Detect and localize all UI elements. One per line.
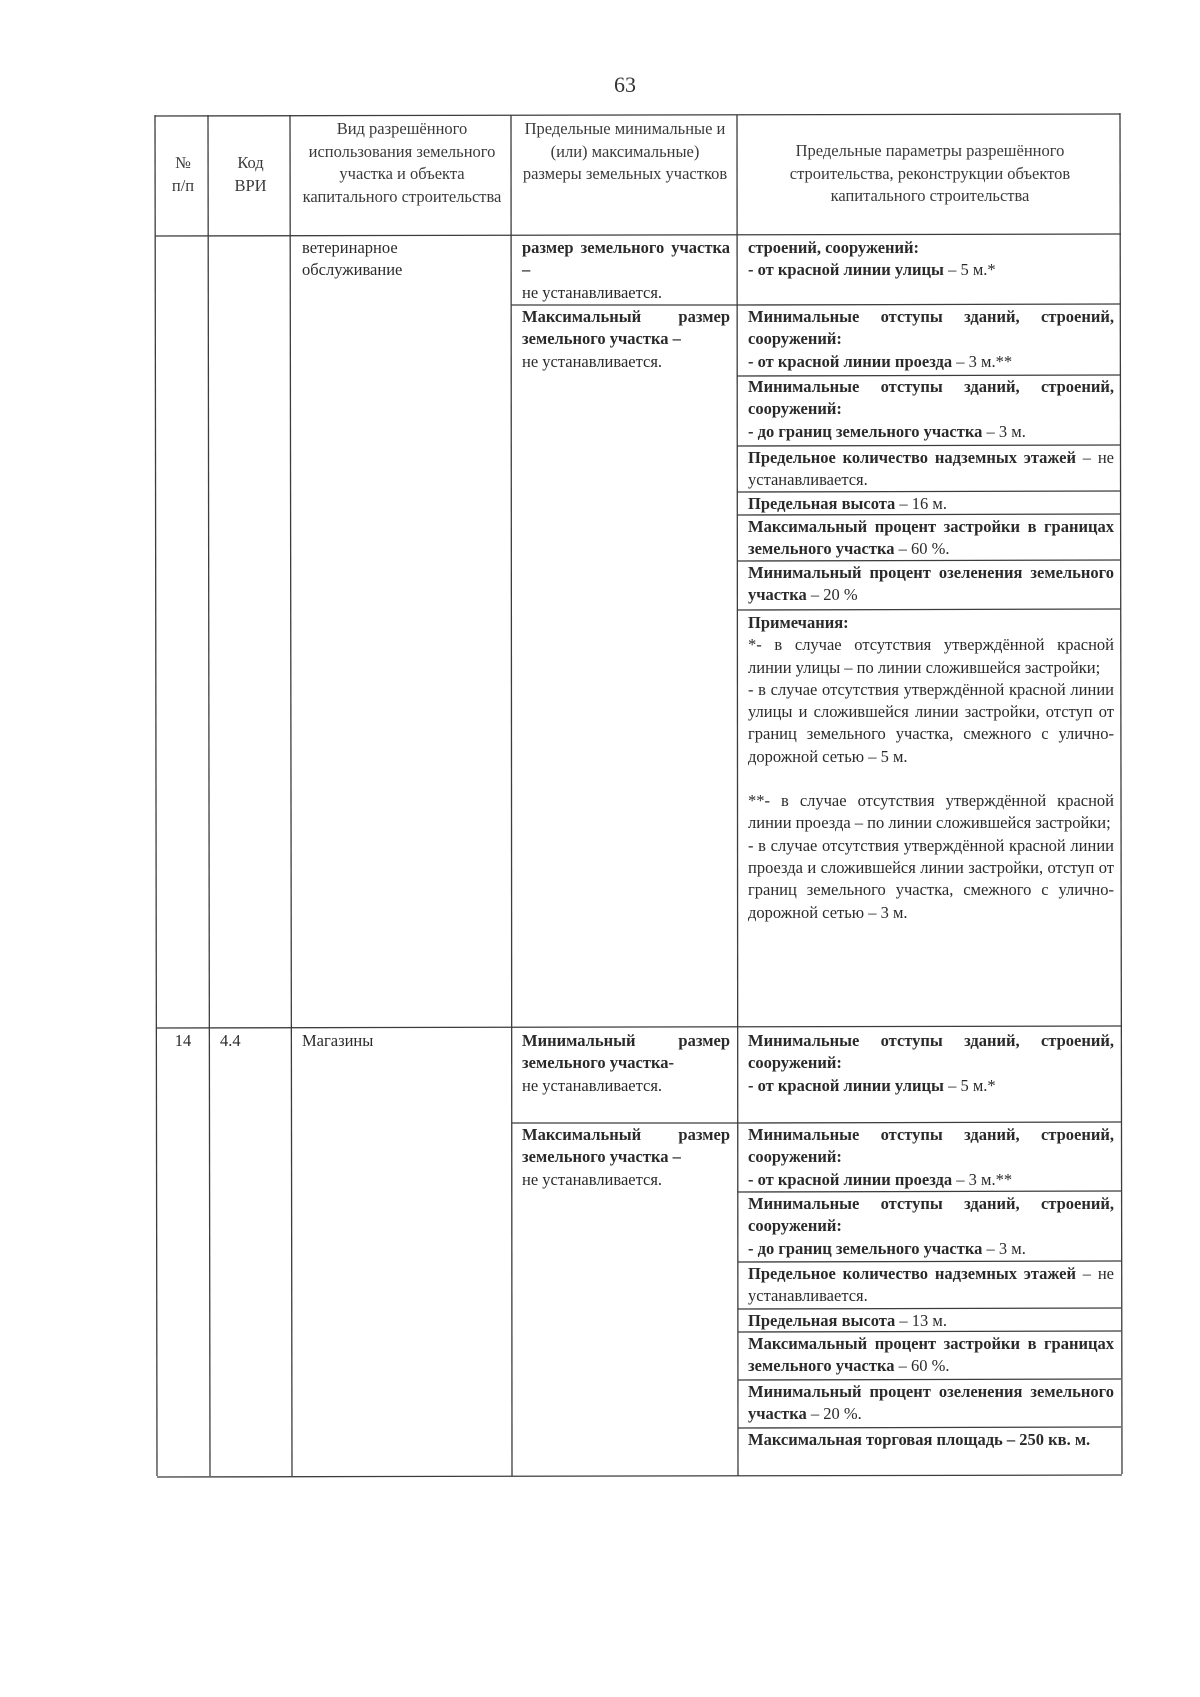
row14-param-3-label: Минимальные отступы зданий, строений, сооружений: - до границ земельного участка	[748, 1194, 1114, 1258]
prev-size-min	[522, 237, 730, 304]
prev-param-1	[748, 237, 1114, 282]
row14-param-3-value: – 3 м.	[982, 1238, 1026, 1258]
prev-size-min-label: размер земельного участка –	[522, 238, 730, 280]
row14-param-4-label: Предельное количество надземных этажей	[748, 1264, 1077, 1283]
prev-param-7-value: – 20 %	[806, 585, 858, 605]
prev-notes	[748, 612, 1114, 924]
notes-title: Примечания:	[748, 613, 849, 632]
prev-param-7-label: Минимальный процент озеленения земельного участка	[748, 563, 1114, 605]
prev-param-5-label: Предельная высота	[748, 494, 896, 513]
row14-param-5-label: Предельная высота	[748, 1311, 896, 1330]
page-number: 63	[614, 72, 636, 97]
prev-param-5	[748, 493, 1114, 515]
prev-size-max	[522, 306, 730, 373]
row14-param-1	[748, 1030, 1114, 1097]
row14-param-1-label: Минимальные отступы зданий, строений, сооружений: - от красной линии улицы	[748, 1031, 1114, 1095]
prev-param-1-label: строений, сооружений: - от красной линии улицы	[748, 238, 944, 280]
row14-param-8: Максимальная торговая площадь – 250 кв. м.	[748, 1430, 1091, 1449]
prev-use: ветеринарное обслуживание	[302, 238, 403, 280]
row14-param-5	[748, 1310, 1114, 1332]
row14-param-4-value: – не устанавливается.	[748, 1264, 1114, 1306]
row14-param-1-value: – 5 м.*	[943, 1075, 996, 1095]
row14-size-min	[522, 1030, 730, 1097]
header-params: Предельные параметры разрешённого строительства, реконструкции объектов капитального строительства	[789, 141, 1071, 205]
row14-param-2	[748, 1124, 1114, 1191]
prev-param-4-label: Предельное количество надземных этажей	[748, 448, 1077, 467]
prev-param-4-value: – не устанавливается.	[748, 448, 1114, 490]
row14-param-4	[748, 1263, 1114, 1308]
row14-size-max-label: Максимальный размер земельного участка –	[522, 1125, 730, 1167]
prev-param-3	[748, 376, 1114, 443]
row14-param-7-value: – 20 %.	[806, 1404, 862, 1424]
header-size: Предельные минимальные и (или) максимальные) размеры земельных участков	[522, 119, 728, 183]
row14-param-7-label: Минимальный процент озеленения земельного участка	[748, 1382, 1114, 1424]
row14-param-6-value: – 60 %.	[894, 1356, 950, 1376]
header-num: № п/п	[171, 153, 195, 195]
row14-param-6-label: Максимальный процент застройки в границах земельного участка	[748, 1334, 1114, 1376]
prev-param-3-label: Минимальные отступы зданий, строений, сооружений: - до границ земельного участка	[748, 377, 1114, 441]
row14-param-2-label: Минимальные отступы зданий, строений, сооружений: - от красной линии проезда	[748, 1125, 1114, 1189]
note-4: - в случае отсутствия утверждённой красной линии проезда и сложившейся линии застройки, отступ от границ земельного участка, смежного с улично-дорожной сетью – 3 м.	[748, 835, 1114, 922]
row14-num: 14	[174, 1031, 192, 1050]
row14-param-2-value: – 3 м.**	[952, 1169, 1013, 1189]
prev-param-7	[748, 562, 1114, 607]
header-code: Код ВРИ	[234, 153, 267, 195]
row14-param-6	[748, 1333, 1114, 1378]
note-3: **- в случае отсутствия утверждённой красной линии проезда – по линии сложившейся застройки;	[748, 791, 1114, 833]
row14-size-min-value: не устанавливается.	[522, 1075, 663, 1095]
row14-code: 4.4	[220, 1031, 241, 1050]
prev-param-6-label: Максимальный процент застройки в границах земельного участка	[748, 517, 1114, 559]
prev-param-1-value: – 5 м.*	[943, 260, 996, 280]
prev-param-6	[748, 516, 1114, 561]
note-1: *- в случае отсутствия утверждённой красной линии улицы – по линии сложившейся застройки;	[748, 635, 1114, 677]
header-use: Вид разрешённого использования земельного участка и объекта капитального строительства	[302, 119, 502, 206]
row14-size-max-value: не устанавливается.	[522, 1169, 663, 1189]
row14-param-7	[748, 1381, 1114, 1426]
note-2: - в случае отсутствия утверждённой красной линии улицы и сложившейся линии застройки, отступ от границ земельного участка, смежного с улично-дорожной сетью – 5 м.	[748, 679, 1114, 766]
row14-param-5-value: – 13 м.	[895, 1311, 947, 1330]
prev-param-2	[748, 306, 1114, 373]
prev-param-4	[748, 447, 1114, 492]
prev-param-2-value: – 3 м.**	[952, 351, 1013, 371]
prev-size-max-value: не устанавливается.	[522, 351, 663, 371]
prev-param-6-value: – 60 %.	[894, 539, 950, 559]
prev-param-3-value: – 3 м.	[982, 421, 1026, 441]
prev-size-min-value: не устанавливается.	[522, 282, 663, 302]
prev-param-2-label: Минимальные отступы зданий, строений, сооружений: - от красной линии проезда	[748, 307, 1114, 371]
row14-size-max	[522, 1124, 730, 1191]
row14-size-min-label: Минимальный размер земельного участка-	[522, 1031, 730, 1073]
row14-param-3	[748, 1193, 1114, 1260]
row14-use: Магазины	[302, 1031, 374, 1050]
prev-param-5-value: – 16 м.	[895, 494, 947, 513]
notes-spacer	[748, 768, 1114, 790]
prev-size-max-label: Максимальный размер земельного участка –	[522, 307, 730, 349]
